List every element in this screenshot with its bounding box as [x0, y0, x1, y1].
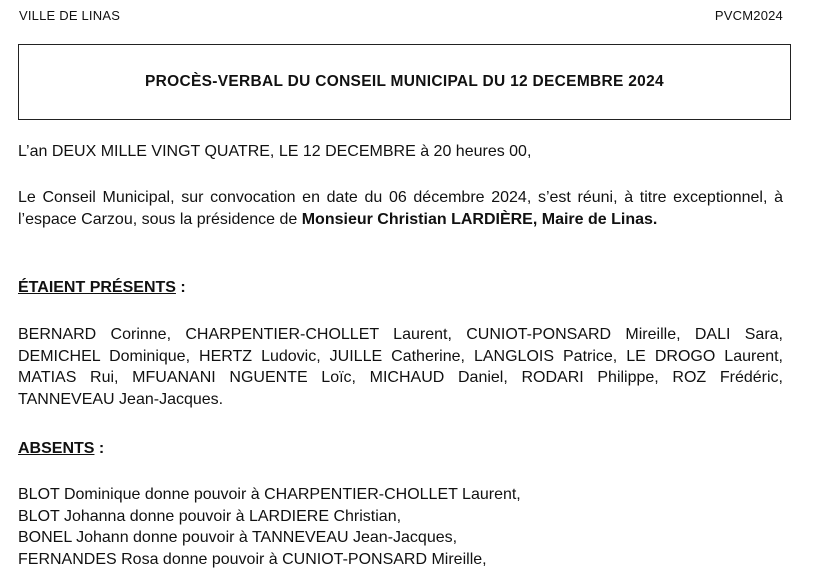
president-name: Monsieur Christian LARDIÈRE, Maire de Linas.	[301, 210, 658, 228]
absents-heading	[18, 440, 104, 458]
convocation-paragraph	[18, 187, 783, 230]
presents-heading	[18, 279, 186, 297]
absent-proxy-item: BLOT Johanna donne pouvoir à LARDIERE Christian,	[18, 507, 402, 525]
header-reference: PVCM2024	[714, 8, 783, 23]
convocation-text: Le Conseil Municipal, sur convocation en date du 06 décembre 2024, s’est réuni, à titre exceptionnel, à l’espace Carzou, sous la présidence de	[18, 189, 783, 228]
presents-heading-suffix: :	[175, 279, 186, 296]
absent-proxy-item: BONEL Johann donne pouvoir à TANNEVEAU Jean-Jacques,	[18, 529, 458, 546]
absents-list	[18, 484, 521, 570]
absent-proxy-item: BLOT Dominique donne pouvoir à CHARPENTIER-CHOLLET Laurent,	[18, 486, 521, 503]
absents-heading-suffix: :	[94, 440, 105, 457]
presents-list: BERNARD Corinne, CHARPENTIER-CHOLLET Laurent, CUNIOT-PONSARD Mireille, DALI Sara, DEMICHEL Dominique, HERTZ Ludovic, JUILLE Catherine, LANGLOIS Patrice, LE DROGO Laurent, MATIAS Rui, MFUANANI NGUENTE Loïc, MICHAUD Daniel, RODARI Philippe, ROZ Frédéric, TANNEVEAU Jean-Jacques.	[18, 326, 783, 408]
document-title: PROCÈS-VERBAL DU CONSEIL MUNICIPAL DU 12 DECEMBRE 2024	[145, 73, 664, 90]
absents-heading-label: ABSENTS	[18, 440, 95, 457]
presents-heading-label: ÉTAIENT PRÉSENTS	[18, 279, 176, 296]
intro-paragraph: L’an DEUX MILLE VINGT QUATRE, LE 12 DECEMBRE à 20 heures 00,	[18, 143, 532, 160]
header-municipality: VILLE DE LINAS	[19, 8, 121, 23]
absent-proxy-item: FERNANDES Rosa donne pouvoir à CUNIOT-PONSARD Mireille,	[18, 550, 487, 568]
title-box	[18, 44, 791, 120]
